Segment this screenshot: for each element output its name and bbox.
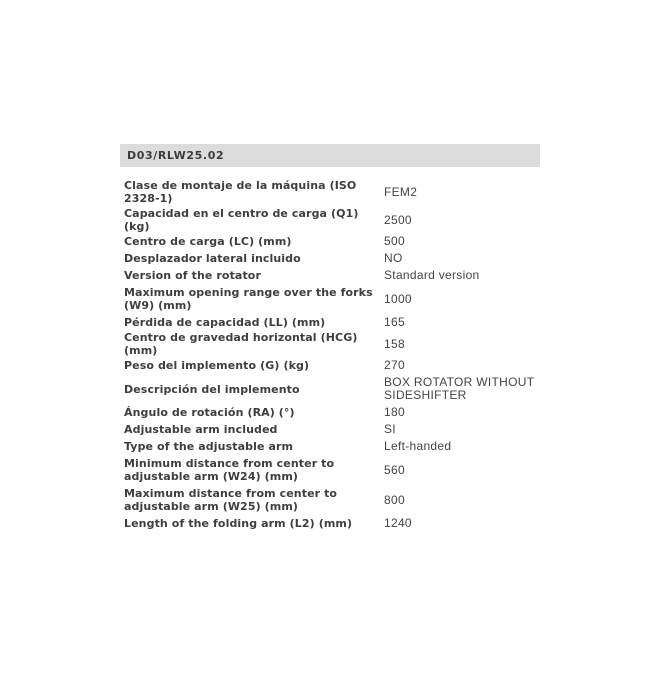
spec-value: Standard version [384,268,480,282]
spec-label: Centro de carga (LC) (mm) [124,235,292,248]
spec-label: Centro de gravedad horizontal (HCG) (mm) [124,331,358,357]
spec-label: Version of the rotator [124,269,261,282]
spec-label: Pérdida de capacidad (LL) (mm) [124,316,326,329]
spec-value: 500 [384,234,405,248]
table-row [120,438,540,455]
spec-label: Minimum distance from center to adjustable arm (W24) (mm) [124,457,335,483]
spec-value: BOX ROTATOR WITHOUT SIDESHIFTER [384,375,535,402]
spec-label: Ángulo de rotación (RA) (°) [124,406,295,419]
spec-label: Capacidad en el centro de carga (Q1) (kg) [124,207,359,233]
spec-value: 180 [384,405,405,419]
table-row [120,421,540,438]
spec-value: FEM2 [384,184,418,199]
model-code-header [120,144,540,167]
spec-value: NO [384,251,403,265]
table-row [120,374,540,404]
spec-value: 1000 [384,291,412,306]
table-row [120,267,540,284]
spec-label: Adjustable arm included [124,423,278,436]
table-row [120,177,540,207]
spec-value: 560 [384,462,405,477]
table-row [120,207,540,233]
table-row [120,357,540,374]
spec-value: 1240 [384,516,412,530]
spec-sheet [120,144,540,532]
spec-label: Clase de montaje de la máquina (ISO 2328-1) [124,179,357,205]
table-row [120,331,540,357]
table-row [120,284,540,314]
spec-table [120,177,540,532]
spec-label: Maximum opening range over the forks (W9) (mm) [124,286,373,312]
spec-value: 270 [384,358,405,372]
spec-label: Type of the adjustable arm [124,440,294,453]
spec-value: SI [384,422,396,436]
table-row [120,250,540,267]
spec-label: Length of the folding arm (L2) (mm) [124,517,353,530]
table-row [120,455,540,485]
spec-value: 2500 [384,212,412,227]
table-row [120,404,540,421]
table-row [120,314,540,331]
spec-value: Left-handed [384,439,452,453]
spec-label: Desplazador lateral incluido [124,252,301,265]
table-row [120,485,540,515]
spec-label: Descripción del implemento [124,382,300,396]
spec-value: 158 [384,336,405,351]
spec-value: 165 [384,315,405,329]
spec-label: Maximum distance from center to adjustable arm (W25) (mm) [124,487,338,513]
spec-value: 800 [384,492,405,507]
table-row [120,233,540,250]
spec-label: Peso del implemento (G) (kg) [124,359,310,372]
table-row [120,515,540,532]
model-code: D03/RLW25.02 [127,149,225,162]
